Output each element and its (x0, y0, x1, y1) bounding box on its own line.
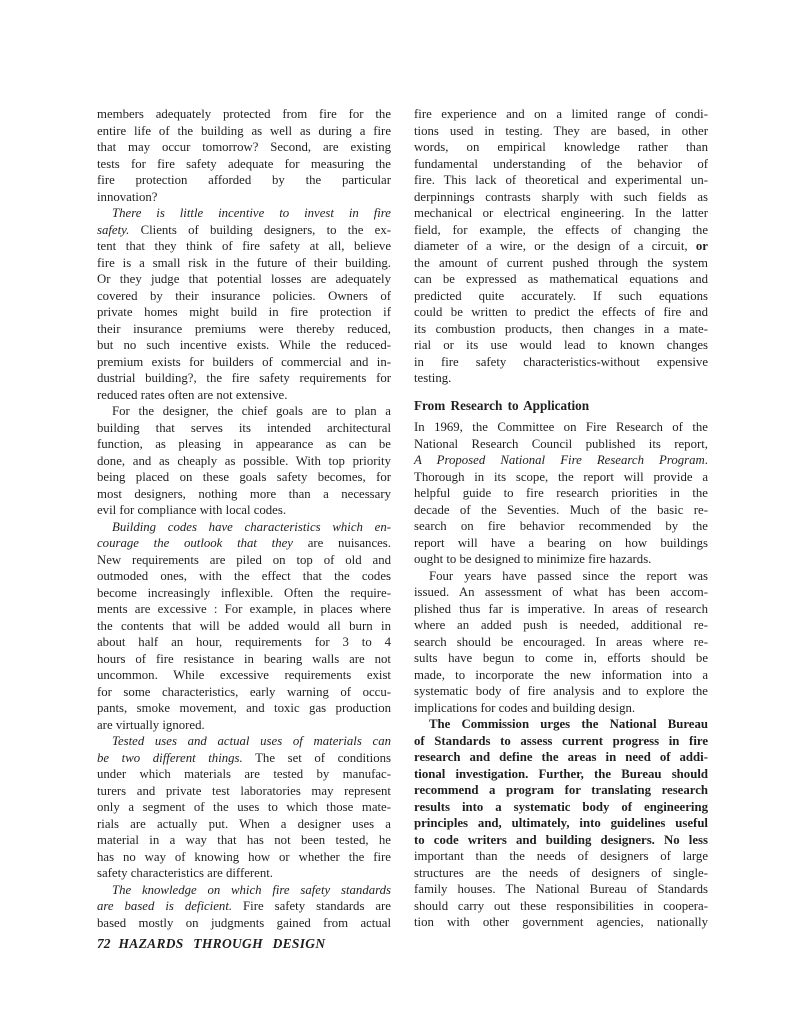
text-line (97, 799, 391, 816)
text-columns (97, 106, 708, 931)
text-segment: report will have a bearing on how buildings (414, 535, 708, 550)
left-column (97, 106, 391, 931)
text-line (97, 601, 391, 618)
text-line (414, 419, 708, 436)
text-line (414, 535, 708, 552)
text-line (97, 552, 391, 569)
text-segment: fire experience and on a limited range of condi- (414, 107, 708, 121)
text-line (97, 123, 391, 140)
text-segment: in fire safety characteristics-without expensive (414, 354, 708, 369)
text-segment: become increasingly inflexible. Often the require- (97, 585, 391, 600)
text-line (414, 469, 708, 486)
text-line (414, 370, 708, 387)
text-line (97, 634, 391, 651)
text-segment: reduced rates often are not extensive. (97, 387, 288, 402)
text-segment: The set of conditions (242, 750, 391, 765)
text-segment: the contents that will be added would all burn in (97, 618, 391, 633)
text-line (414, 881, 708, 898)
text-segment: tion with other government agencies, nationally (414, 915, 708, 929)
text-segment: From Research to Application (414, 397, 590, 413)
text-segment: pants, smoke movement, and toxic gas production (97, 701, 391, 715)
text-segment: fundamental understanding of the behavior of (414, 156, 708, 171)
text-segment: The Commission urges the National Bureau (429, 717, 708, 731)
text-line (97, 915, 391, 932)
text-segment: ought to be designed to minimize fire hazards. (414, 552, 652, 566)
text-segment: Building codes have characteristics which en- (112, 519, 391, 534)
text-segment: implications for codes and building design. (414, 700, 636, 715)
text-segment: can be expressed as mathematical equations and (414, 272, 708, 286)
text-segment: members adequately protected from fire for the (97, 107, 391, 121)
text-segment: predicted quite accurately. If such equations (414, 288, 708, 303)
text-segment: could be written to predict the effects of fire and (414, 305, 708, 319)
text-segment: premium exists for builders of commercial and in- (97, 354, 391, 369)
text-segment: New requirements are piled on top of old and (97, 552, 391, 567)
text-line (414, 898, 708, 915)
text-line (97, 865, 391, 882)
text-line (414, 584, 708, 601)
text-line (414, 354, 708, 371)
text-line (414, 123, 708, 140)
text-segment: tional investigation. Further, the Bureau should (414, 766, 708, 781)
text-line (414, 271, 708, 288)
text-segment: safety characteristics are different. (97, 866, 273, 880)
text-segment: has no way of knowing how or whether the fire (97, 849, 391, 864)
text-segment: hours of fire resistance in bearing walls are not (97, 651, 391, 666)
text-segment: derpinnings contrasts sharply with such fields as (414, 189, 708, 204)
text-segment: plished thus far is imperative. In areas of research (414, 601, 708, 616)
text-segment: function, as pleasing in appearance as can be (97, 437, 391, 451)
text-line (414, 222, 708, 239)
text-line (97, 387, 391, 404)
text-line (414, 667, 708, 684)
text-line (414, 617, 708, 634)
text-line (97, 403, 391, 420)
text-line (414, 865, 708, 882)
text-segment: sults have begun to come in, efforts should be (414, 651, 708, 665)
text-line (97, 106, 391, 123)
text-line (414, 304, 708, 321)
text-line (97, 420, 391, 437)
text-line (97, 618, 391, 635)
text-segment: material in a way that has not been tested, he (97, 833, 391, 847)
text-line (414, 914, 708, 931)
text-segment: being placed on these goals safety becomes, for (97, 470, 391, 484)
text-segment: made, to incorporate the new information into a (414, 667, 708, 682)
text-line (97, 271, 391, 288)
text-segment: where an added push is needed, additional re- (414, 618, 708, 632)
text-segment: tions used in testing. They are based, in other (414, 123, 708, 138)
text-segment: safety. (97, 222, 130, 237)
text-line (97, 205, 391, 222)
text-line (414, 568, 708, 585)
text-segment: A Proposed National Fire Research Program (414, 453, 705, 467)
text-segment: tests for fire safety adequate for measuring the (97, 156, 391, 171)
text-line (97, 453, 391, 470)
text-segment: search on fire behavior recommended by the (414, 519, 708, 533)
text-line (414, 139, 708, 156)
text-segment: important than the needs of designers of large (414, 849, 708, 863)
text-segment: testing. (414, 371, 452, 385)
text-segment: done, and as cheaply as possible. With top priority (97, 453, 391, 468)
text-line (97, 898, 391, 915)
text-line (414, 238, 708, 255)
text-segment: building that serves its intended architectural (97, 420, 391, 435)
text-line (414, 518, 708, 535)
text-segment: rials are actually put. When a designer uses a (97, 816, 391, 831)
text-segment: issued. An assessment of what has been accom- (414, 585, 708, 599)
text-segment: systematic body of fire analysis and to explore the (414, 684, 708, 698)
text-line (97, 717, 391, 734)
text-line (414, 700, 708, 717)
text-line (414, 172, 708, 189)
text-segment: Clients of building designers, to the ex- (129, 222, 391, 237)
text-segment: mechanical or electrical engineering. In the latter (414, 206, 708, 220)
text-segment: ments are excessive : For example, in places where (97, 602, 391, 616)
text-line (414, 601, 708, 618)
text-segment: are based is deficient. (97, 899, 233, 913)
text-line (97, 750, 391, 767)
text-line (97, 337, 391, 354)
text-segment: covered by their insurance policies. Owners of (97, 288, 391, 303)
text-segment: dustrial building?, the fire safety requirements for (97, 371, 391, 385)
text-line (97, 585, 391, 602)
text-line (97, 304, 391, 321)
text-segment: are virtually ignored. (97, 717, 205, 732)
text-line (414, 288, 708, 305)
text-line (414, 485, 708, 502)
text-segment: only a segment of the uses to which those mate- (97, 800, 391, 814)
text-segment: decade of the Seventies. Much of the basic re- (414, 502, 708, 517)
text-line (414, 848, 708, 865)
text-line (414, 436, 708, 453)
section-heading (414, 398, 708, 415)
text-segment: recommend a program for translating research (414, 783, 708, 797)
text-segment: outmoded ones, with the effect that the codes (97, 569, 391, 583)
text-segment: of Standards to assess current progress in fire (414, 733, 708, 748)
text-segment: tent that they think of fire safety at all, believe (97, 239, 391, 253)
text-line (414, 832, 708, 849)
text-segment: to code writers and building designers. No less (414, 832, 708, 847)
text-line (414, 255, 708, 272)
text-line (414, 189, 708, 206)
text-line (97, 238, 391, 255)
text-segment: Fire safety standards are (232, 899, 391, 913)
text-line (414, 106, 708, 123)
text-segment: based mostly on judgments gained from actual (97, 915, 391, 930)
text-segment: Or they judge that potential losses are adequately (97, 272, 391, 286)
text-segment: or (695, 239, 708, 253)
text-segment: There is little incentive to invest in fire (112, 206, 391, 220)
text-line (414, 452, 708, 469)
text-line (97, 139, 391, 156)
text-line (97, 321, 391, 338)
text-line (414, 156, 708, 173)
text-segment: research and define the areas in need of addi- (414, 750, 708, 764)
text-line (414, 683, 708, 700)
text-segment: under which materials are tested by manufac- (97, 767, 391, 781)
text-line (414, 716, 708, 733)
text-line (414, 766, 708, 783)
text-line (97, 816, 391, 833)
text-line (97, 156, 391, 173)
text-line (97, 519, 391, 536)
text-segment: the amount of current pushed through the system (414, 255, 708, 270)
text-segment: Four years have passed since the report was (429, 568, 708, 583)
text-segment: rial or its use would lead to known changes (414, 338, 708, 352)
text-line (97, 568, 391, 585)
text-segment: should carry out these responsibilities in coopera- (414, 898, 708, 913)
text-segment: fire is a small risk in the future of their building. (97, 255, 391, 270)
text-segment: private homes might build in fire protection if (97, 305, 391, 319)
text-segment: turers and private test laboratories may represent (97, 783, 391, 798)
text-segment: but no such incentive exists. While the reduced- (97, 338, 391, 352)
text-line (97, 502, 391, 519)
text-line (97, 700, 391, 717)
text-segment: innovation? (97, 189, 158, 204)
text-segment: . (704, 453, 708, 467)
text-line (97, 766, 391, 783)
text-segment: In 1969, the Committee on Fire Research of the (414, 420, 708, 434)
text-line (97, 832, 391, 849)
text-segment: National Research Council published its report, (414, 436, 708, 451)
text-segment: uncommon. While excessive requirements exist (97, 668, 391, 682)
text-segment: family houses. The National Bureau of Standards (414, 882, 708, 896)
text-line (97, 172, 391, 189)
text-line (97, 783, 391, 800)
text-segment: The knowledge on which fire safety standards (112, 882, 391, 897)
text-segment: its combustion products, then changes in a mate- (414, 321, 708, 336)
text-line (97, 354, 391, 371)
text-line (97, 189, 391, 206)
text-segment: fire protection afforded by the particular (97, 173, 391, 187)
text-segment: principles and, ultimately, into guidelines useful (414, 816, 708, 830)
text-line (97, 486, 391, 503)
text-line (414, 799, 708, 816)
text-segment: search should be encouraged. In areas where re- (414, 634, 708, 649)
text-segment: Tested uses and actual uses of materials can (112, 734, 391, 748)
text-line (414, 321, 708, 338)
text-segment: are nuisances. (293, 536, 391, 550)
text-line (414, 634, 708, 651)
text-line (97, 667, 391, 684)
running-title: HAZARDS THROUGH DESIGN (118, 936, 326, 951)
text-line (414, 815, 708, 832)
text-segment: diameter of a wire, or the design of a circuit, (414, 239, 696, 253)
text-line (97, 733, 391, 750)
page-number: 72 (97, 936, 111, 951)
text-line (97, 882, 391, 899)
text-segment: results into a systematic body of engineering (414, 799, 708, 814)
text-line (414, 337, 708, 354)
text-line (97, 469, 391, 486)
text-segment: most designers, nothing more than a necessary (97, 486, 391, 501)
text-line (414, 782, 708, 799)
text-line (414, 650, 708, 667)
text-segment: words, on empirical knowledge rather than (414, 140, 708, 154)
text-line (414, 502, 708, 519)
text-segment: their insurance premiums were thereby reduced, (97, 321, 391, 336)
text-line (414, 733, 708, 750)
text-line (414, 551, 708, 568)
text-line (97, 255, 391, 272)
text-segment: courage the outlook that they (97, 536, 293, 550)
text-segment: entire life of the building as well as during a fire (97, 123, 391, 138)
text-segment: For the designer, the chief goals are to plan a (112, 404, 391, 418)
text-line (97, 684, 391, 701)
right-column (414, 106, 708, 931)
text-segment: that may occur tomorrow? Second, are existing (97, 140, 391, 154)
text-segment: helpful guide to fire research priorities in the (414, 486, 708, 500)
text-segment: field, for example, the effects of changing the (414, 222, 708, 237)
text-line (414, 749, 708, 766)
text-line (97, 849, 391, 866)
text-segment: fire. This lack of theoretical and experimental un- (414, 173, 708, 187)
text-segment: Thorough in its scope, the report will provide a (414, 469, 708, 484)
text-line (97, 288, 391, 305)
text-line (97, 222, 391, 239)
text-segment: structures are the needs of designers of single- (414, 865, 708, 880)
text-segment: evil for compliance with local codes. (97, 503, 287, 517)
text-segment: for some characteristics, early warning of occu- (97, 684, 391, 699)
page-footer (97, 936, 325, 952)
text-segment: about half an hour, requirements for 3 to 4 (97, 635, 391, 649)
text-segment: be two different things. (97, 750, 243, 765)
text-line (414, 205, 708, 222)
text-line (97, 535, 391, 552)
text-line (97, 436, 391, 453)
text-line (97, 651, 391, 668)
text-line (97, 370, 391, 387)
